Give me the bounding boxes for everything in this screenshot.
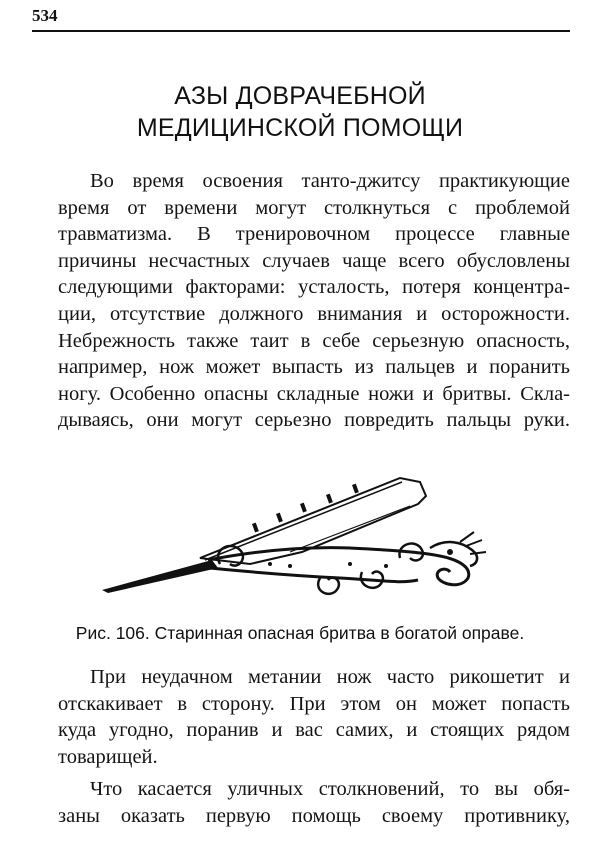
header-rule <box>32 30 570 32</box>
text-line: причины несчастных случаев чаще всего обусловлены <box>58 249 570 272</box>
paragraph-injuries <box>58 168 570 434</box>
razor-illustration <box>100 460 500 620</box>
text-line: следующими факторами: усталость, потеря концентра- <box>58 276 570 299</box>
text-line: куда угодно, поранив и вас самих, и стоящих рядом <box>58 719 570 742</box>
page-number: 534 <box>32 6 58 25</box>
text-line: дываясь, они могут серьезно повредить пальцы руки. <box>58 409 570 432</box>
text-line: например, нож может выпасть из пальцев и поранить <box>58 356 570 379</box>
text-line: товарищей. <box>58 745 158 768</box>
paragraph-street-fights <box>58 776 570 829</box>
heading-line-1: АЗЫ ДОВРАЧЕБНОЙ <box>174 82 426 110</box>
text-line: Небрежность также таит в себе серьезную опасность, <box>58 329 570 352</box>
ornate-straight-razor-icon <box>100 460 500 620</box>
text-line: Что касается уличных столкновений, то вы обя- <box>90 778 570 800</box>
paragraph-throwing <box>58 664 570 770</box>
text-line: отскакивает в сторону. При этом он может попасть <box>58 692 570 715</box>
chapter-heading <box>0 80 600 144</box>
text-line: ции, отсутствие должного внимания и осторожности. <box>58 302 570 325</box>
text-line: Во время освоения танто-джитсу практикующие <box>90 170 570 192</box>
text-line: травматизма. В тренировочном процессе главные <box>58 223 570 246</box>
text-line: При неудачном метании нож часто рикошетит и <box>90 666 570 688</box>
text-line: время от времени могут столкнуться с проблемой <box>58 196 570 219</box>
heading-line-2: МЕДИЦИНСКОЙ ПОМОЩИ <box>136 114 464 142</box>
figure-caption: Рис. 106. Старинная опасная бритва в богатой оправе. <box>75 623 525 643</box>
text-line: заны оказать первую помощь своему противнику, <box>58 804 570 827</box>
text-line: ногу. Особенно опасны складные ножи и бритвы. Скла- <box>58 382 570 405</box>
